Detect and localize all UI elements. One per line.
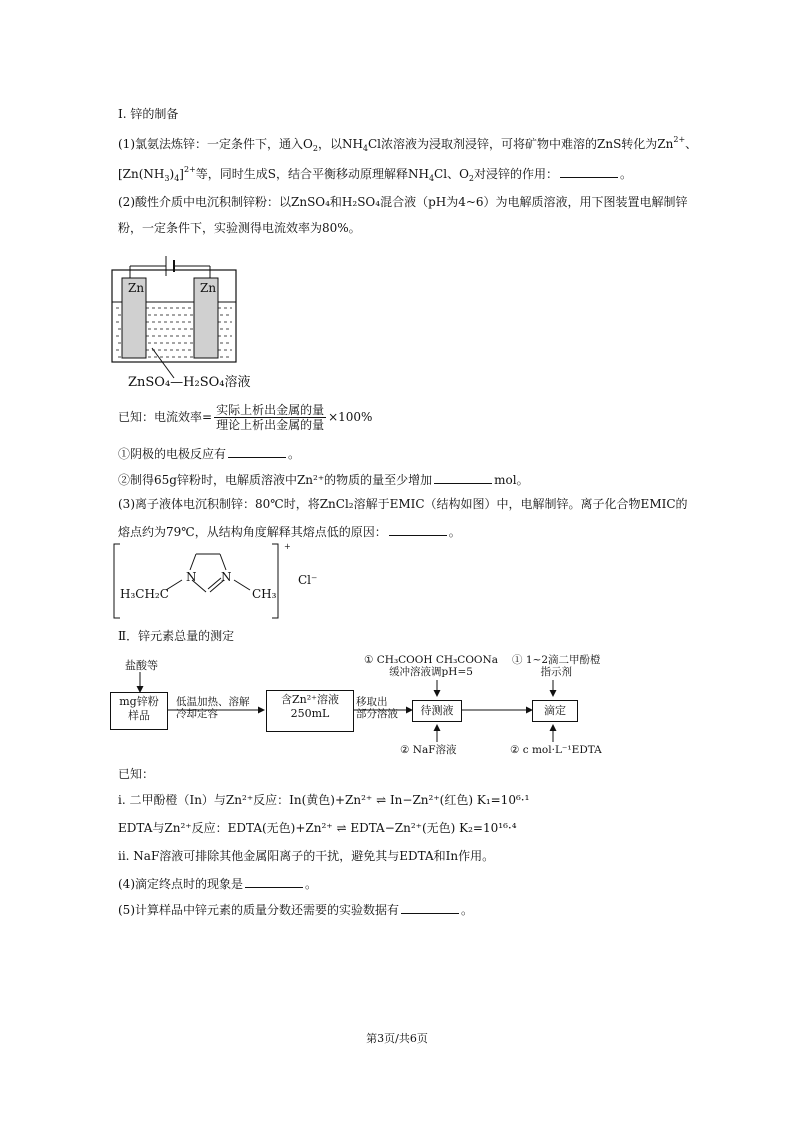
q5-answer-blank[interactable] xyxy=(401,902,459,914)
q2-sub2-blank[interactable] xyxy=(434,472,492,484)
box-titration: 滴定 xyxy=(532,700,578,722)
methyl-group: CH₃ xyxy=(252,587,277,601)
solution-label: ZnSO₄—H₂SO₄溶液 xyxy=(128,375,251,390)
q2-sub1: ①阴极的电极反应有 。 xyxy=(118,447,301,461)
emic-structure xyxy=(110,540,310,624)
electrode-left-label: Zn xyxy=(128,281,145,295)
q1-line1: (1)氯氨法炼锌：一定条件下，通入$O_2$，以$NH_4Cl$浓溶液为浸取剂浸锌，可将矿物中难溶的ZnS转化为$Zn^{2+}$、 xyxy=(118,135,698,153)
q1-line2: $[Zn(NH_3)_4]^{2+}$等，同时生成S，结合平衡移动原理解释$NH_4Cl$、$O_2$对浸锌的作用： 。 xyxy=(118,165,633,183)
naf-label: ② NaF溶液 xyxy=(400,744,457,756)
q4: (4)滴定终点时的现象是 。 xyxy=(118,877,318,891)
step1-label: 低温加热、溶解 冷却定容 xyxy=(176,696,250,721)
chloride-anion: Cl⁻ xyxy=(298,573,318,587)
q4-answer-blank[interactable] xyxy=(245,876,303,888)
indicator-label: ① 1~2滴二甲酚橙 指示剂 xyxy=(512,654,601,679)
q3-line2: 熔点约为79℃，从结构角度解释其熔点低的原因： 。 xyxy=(118,525,461,539)
edta-label: ② c mol·L⁻¹EDTA xyxy=(510,744,602,756)
known-ii: ii. NaF溶液可排除其他金属阳离子的干扰，避免其与EDTA和In作用。 xyxy=(118,849,495,863)
q3-answer-blank[interactable] xyxy=(389,524,447,536)
cation-charge: + xyxy=(284,542,291,551)
q2-line2: 粉，一定条件下，实验测得电流效率为80%。 xyxy=(118,221,361,235)
q2-line1: (2)酸性介质中电沉积制锌粉：以ZnSO₄和H₂SO₄混合液（pH为4~6）为电解质溶液，用下图装置电解制锌 xyxy=(118,195,688,209)
q2-sub1-blank[interactable] xyxy=(228,446,286,458)
n-atom-left: N xyxy=(186,570,197,584)
box-sample: mg锌粉 样品 xyxy=(110,692,168,730)
ethyl-group: H₃CH₂C xyxy=(120,587,169,601)
box-test-solution: 待测液 xyxy=(412,700,462,722)
q2-sub2: ②制得65g锌粉时，电解质溶液中Zn²⁺的物质的量至少增加 mol。 xyxy=(118,473,529,487)
known2-title: 已知： xyxy=(118,767,155,781)
box-zn-solution: 含Zn²⁺溶液 250mL xyxy=(266,690,354,732)
known-edta: EDTA与Zn²⁺反应：EDTA(无色)+Zn²⁺ ⇌ EDTA−Zn²⁺(无色) K₂=10¹⁶·⁴ xyxy=(118,821,517,835)
q3-line1: (3)离子液体电沉积制锌：80℃时，将ZnCl₂溶解于EMIC（结构如图）中，电解制锌。离子化合物EMIC的 xyxy=(118,497,688,511)
q5: (5)计算样品中锌元素的质量分数还需要的实验数据有 。 xyxy=(118,903,474,917)
efficiency-formula: 已知：电流效率= $\frac{\text{实际上析出金属的量}}{\text{理论上析出金属的量}}$ ×100% xyxy=(118,403,373,432)
q1-answer-blank[interactable] xyxy=(560,166,618,178)
buffer-label: ① CH₃COOH CH₃COONa 缓冲溶液调pH=5 xyxy=(364,654,498,679)
n-atom-right: N xyxy=(221,570,232,584)
reagent-hcl: 盐酸等 xyxy=(125,659,158,672)
electrode-right-label: Zn xyxy=(200,281,217,295)
section2-title: Ⅱ．锌元素总量的测定 xyxy=(118,629,235,643)
step2-label: 移取出 部分溶液 xyxy=(356,696,398,721)
known-i: i. 二甲酚橙（In）与Zn²⁺反应：In(黄色)+Zn²⁺ ⇌ In−Zn²⁺(红色) K₁=10⁶·¹ xyxy=(118,793,530,807)
page-footer: 第3页/共6页 xyxy=(366,1032,428,1045)
section1-title: I. 锌的制备 xyxy=(118,107,179,121)
